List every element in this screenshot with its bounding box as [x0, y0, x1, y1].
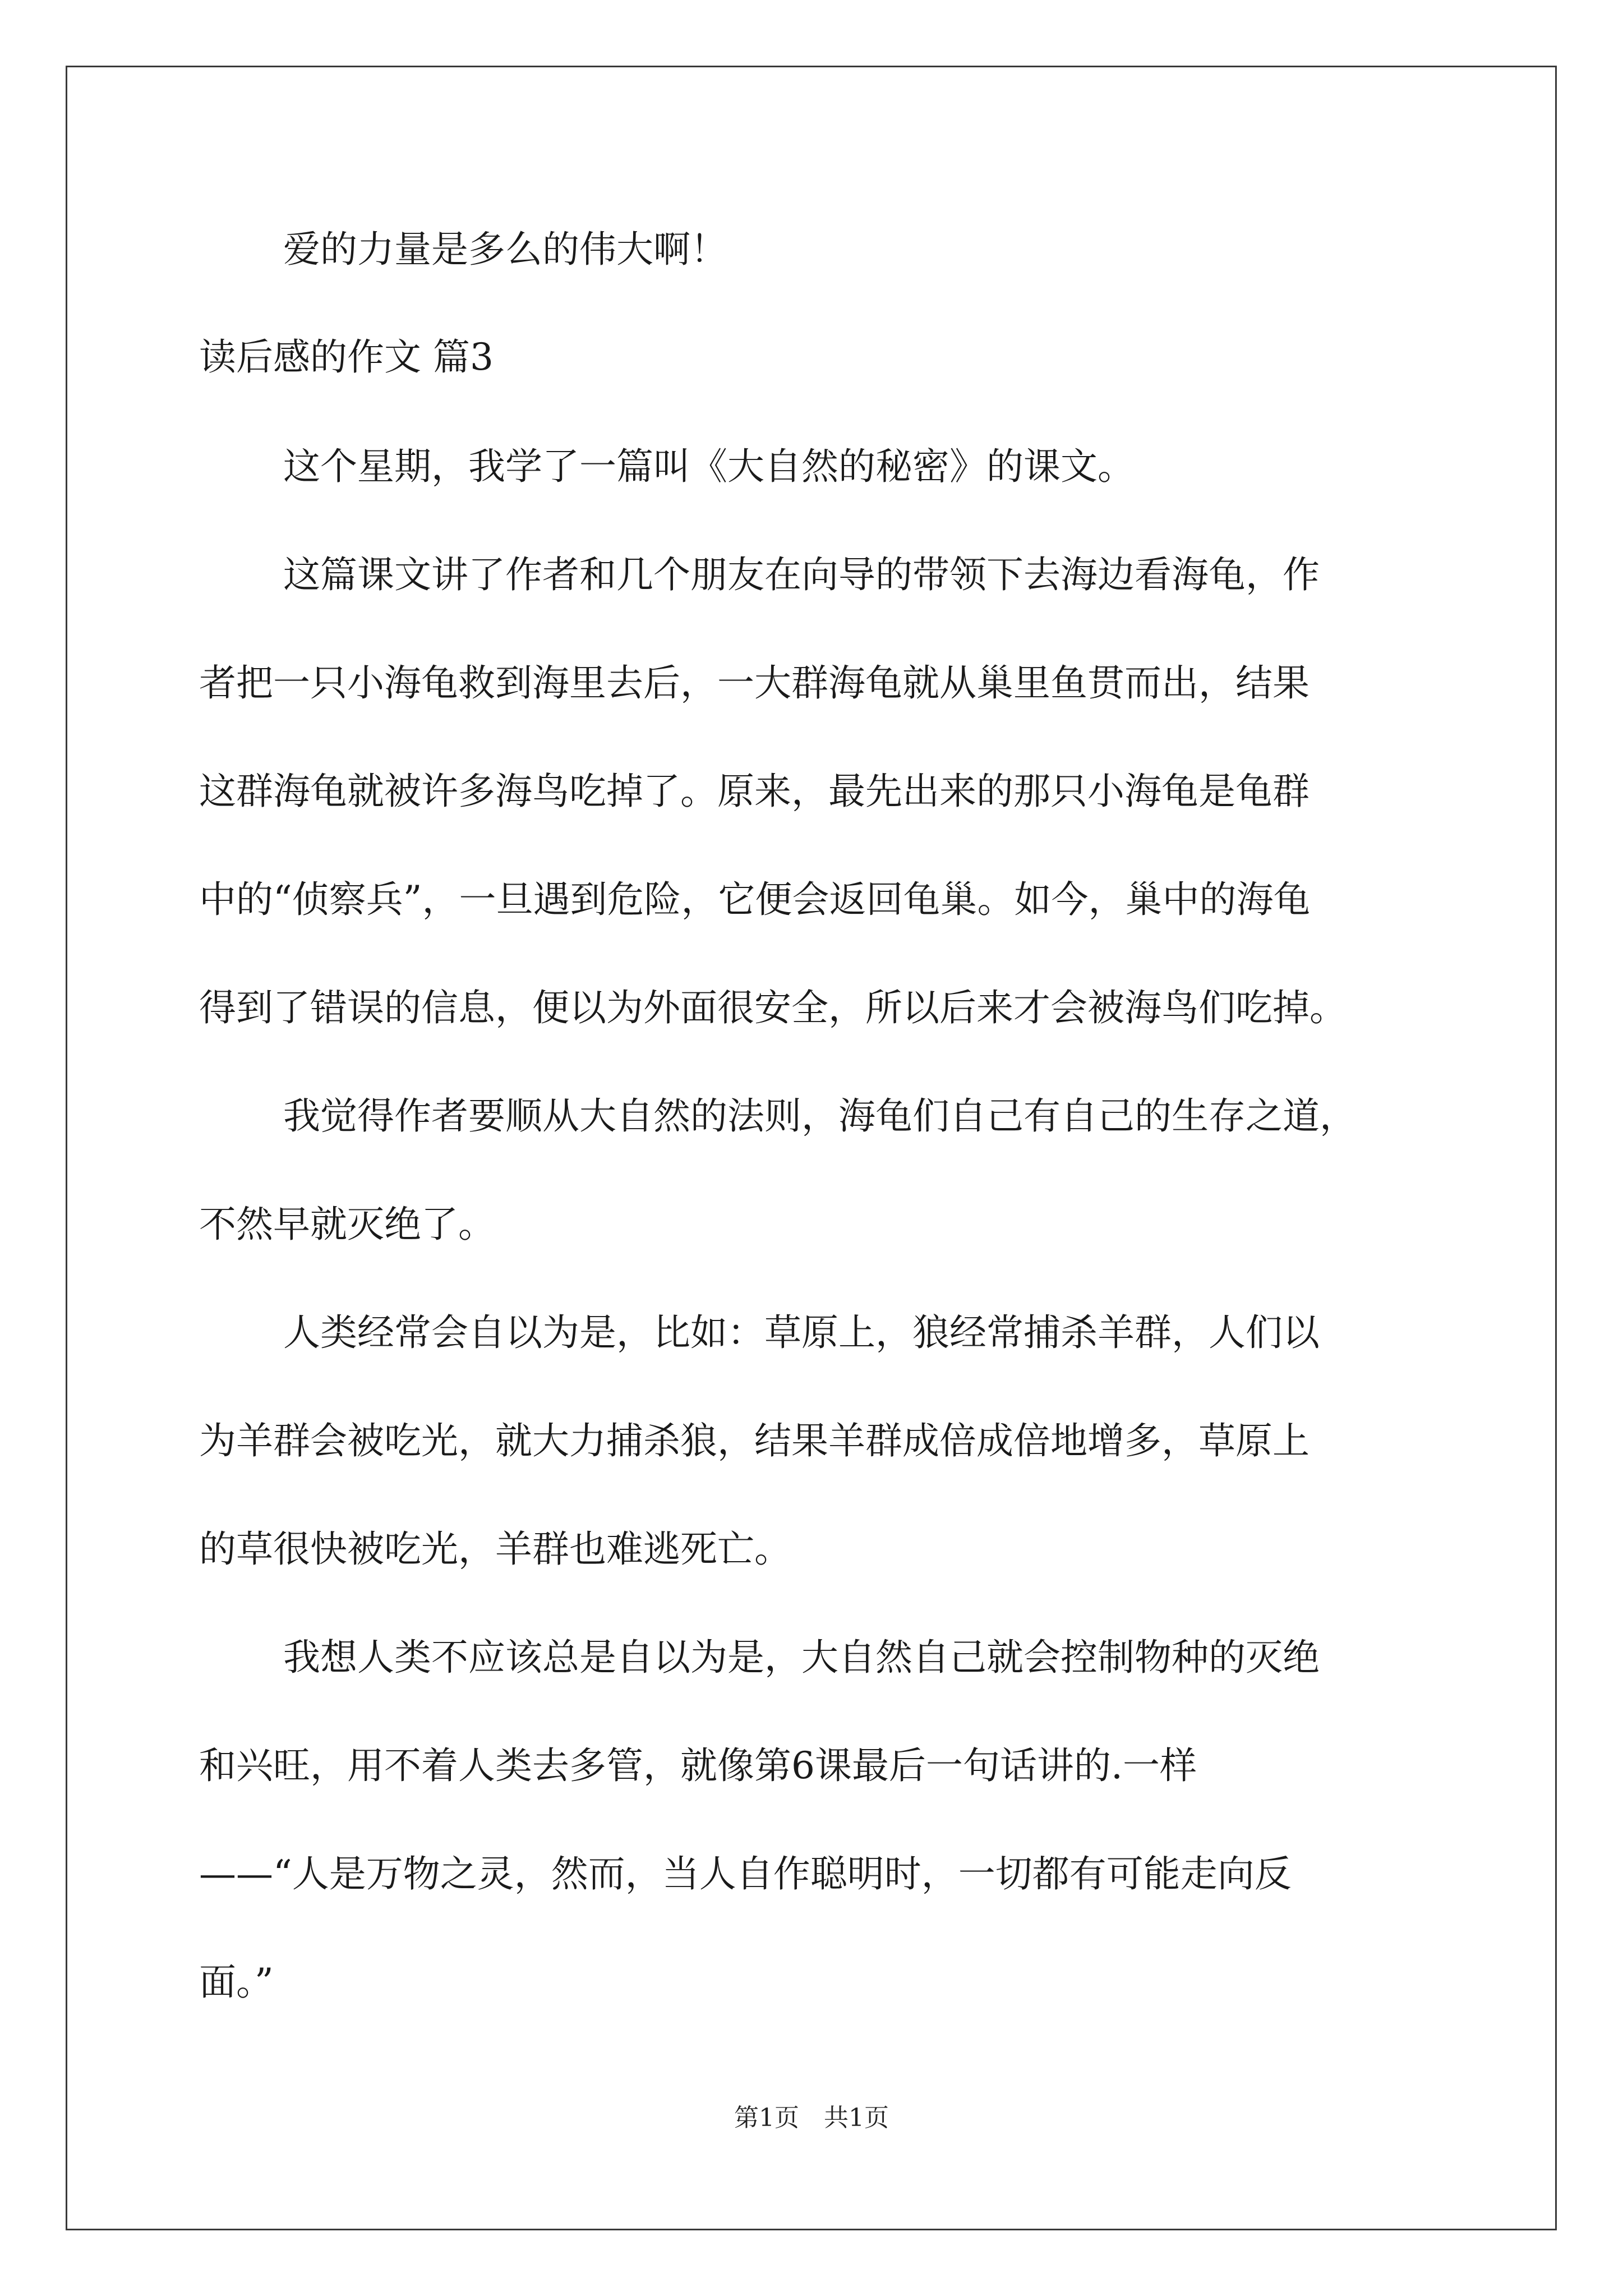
body-line: 的草很快被吃光，羊群也难逃死亡。	[199, 1527, 791, 1571]
body-line: 为羊群会被吃光，就大力捕杀狼，结果羊群成倍成倍地增多，草原上	[199, 1419, 1310, 1462]
body-line: 和兴旺，用不着人类去多管，就像第6课最后一句话讲的.一样	[199, 1744, 1197, 1787]
body-line: ——“人是万物之灵，然而，当人自作聪明时，一切都有可能走向反	[199, 1852, 1292, 1895]
body-line: 人类经常会自以为是，比如：草原上，狼经常捕杀羊群，人们以	[283, 1311, 1320, 1354]
body-line: 我觉得作者要顺从大自然的法则，海龟们自己有自己的生存之道，	[283, 1094, 1357, 1138]
body-line: 得到了错误的信息，便以为外面很安全，所以后来才会被海鸟们吃掉。	[199, 986, 1347, 1029]
section-heading: 读后感的作文 篇3	[199, 335, 494, 379]
body-line: 中的“侦察兵”，一旦遇到危险，它便会返回龟巢。如今，巢中的海龟	[199, 878, 1311, 921]
body-line: 我想人类不应该总是自以为是，大自然自己就会控制物种的灭绝	[283, 1636, 1320, 1679]
body-line: 这篇课文讲了作者和几个朋友在向导的带领下去海边看海龟，作	[283, 553, 1320, 596]
body-line: 者把一只小海龟救到海里去后，一大群海龟就从巢里鱼贯而出，结果	[199, 661, 1310, 705]
body-line: 面。”	[199, 1961, 274, 2004]
body-line: 不然早就灭绝了。	[199, 1203, 495, 1246]
body-line: 这个星期，我学了一篇叫《大自然的秘密》的课文。	[283, 445, 1135, 488]
page-border	[66, 66, 1557, 2230]
page-number: 第1页 共1页	[734, 2104, 889, 2132]
body-line: 这群海龟就被许多海鸟吃掉了。原来，最先出来的那只小海龟是龟群	[199, 770, 1310, 813]
body-line: 爱的力量是多么的伟大啊！	[283, 228, 727, 271]
